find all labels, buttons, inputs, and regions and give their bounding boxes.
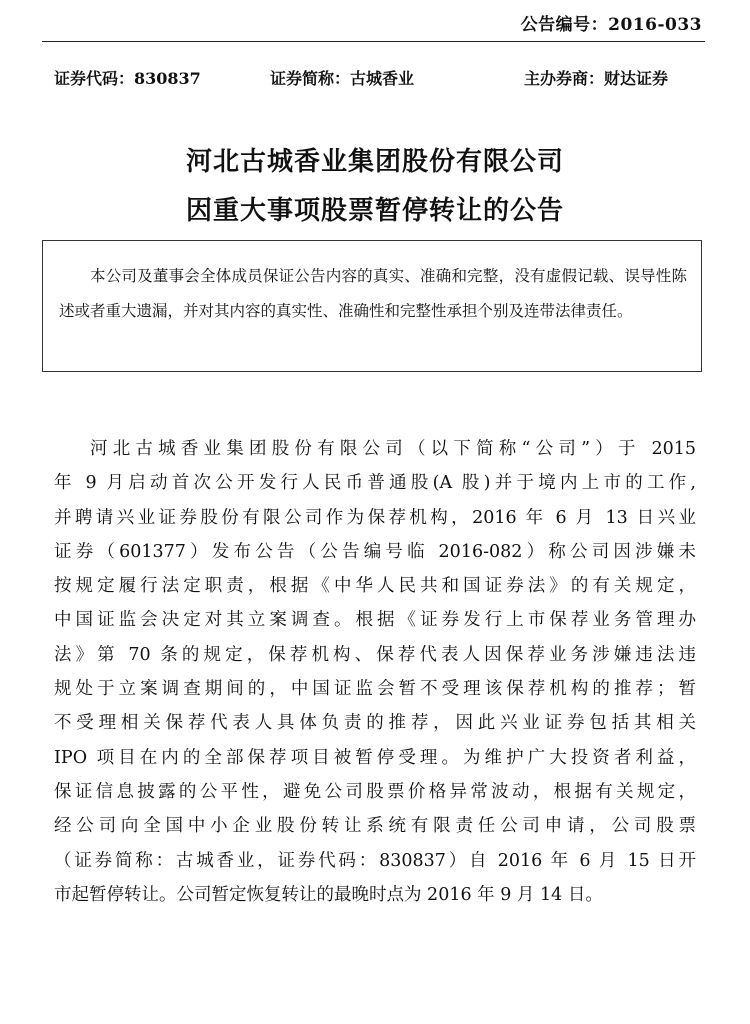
body-line: （证券简称：古城香业，证券代码：830837）自 2016 年 6 月 15 日开 xyxy=(54,850,696,871)
body-line: 年 9 月启动首次公开发行人民币普通股(A 股)并于境内上市的工作, xyxy=(54,473,696,494)
body-line: 河北古城香业集团股份有限公司（以下简称“公司”）于 2015 xyxy=(90,439,696,459)
body-line: 按规定履行法定职责，根据《中华人民共和国证券法》的有关规定， xyxy=(54,576,696,597)
board-statement-box: 本公司及董事会全体成员保证公告内容的真实、准确和完整，没有虚假记载、误导性陈述或者重大遗漏，并对其内容的真实性、准确性和完整性承担个别及连带法律责任。 xyxy=(42,240,702,372)
lead-broker: 主办券商：财达证券 xyxy=(524,69,669,88)
document-title-line2: 因重大事项股票暂停转让的公告 xyxy=(185,196,564,226)
body-line: 中国证监会决定对其立案调查。根据《证券发行上市保荐业务管理办 xyxy=(54,610,696,631)
body-line: 市起暂停转让。公司暂定恢复转让的最晚时点为 2016 年 9 月 14 日。 xyxy=(54,884,603,905)
body-line: 证券（601377）发布公告（公告编号临 2016-082）称公司因涉嫌未 xyxy=(54,541,696,562)
body-line: 并聘请兴业证券股份有限公司作为保荐机构，2016 年 6 月 13 日兴业 xyxy=(54,507,696,528)
announcement-body xyxy=(54,432,696,912)
body-line: 经公司向全国中小企业股份转让系统有限责任公司申请，公司股票 xyxy=(54,816,696,837)
stock-short-name: 证券简称：古城香业 xyxy=(270,69,415,88)
announcement-number: 公告编号：2016-033 xyxy=(520,15,702,35)
stock-code: 证券代码：830837 xyxy=(54,69,201,88)
body-line: 规处于立案调查期间的，中国证监会暂不受理该保荐机构的推荐；暂 xyxy=(54,679,696,700)
body-line: 法》第 70 条的规定，保荐机构、保荐代表人因保荐业务涉嫌违法违 xyxy=(54,644,696,665)
header-rule xyxy=(42,41,705,42)
document-title-line1: 河北古城香业集团股份有限公司 xyxy=(185,147,564,177)
body-line: 不受理相关保荐代表人具体负责的推荐，因此兴业证券包括其相关 xyxy=(54,713,696,734)
body-line: 保证信息披露的公平性，避免公司股票价格异常波动，根据有关规定， xyxy=(54,781,696,802)
body-line: IPO 项目在内的全部保荐项目被暂停受理。为维护广大投资者利益， xyxy=(54,747,696,768)
